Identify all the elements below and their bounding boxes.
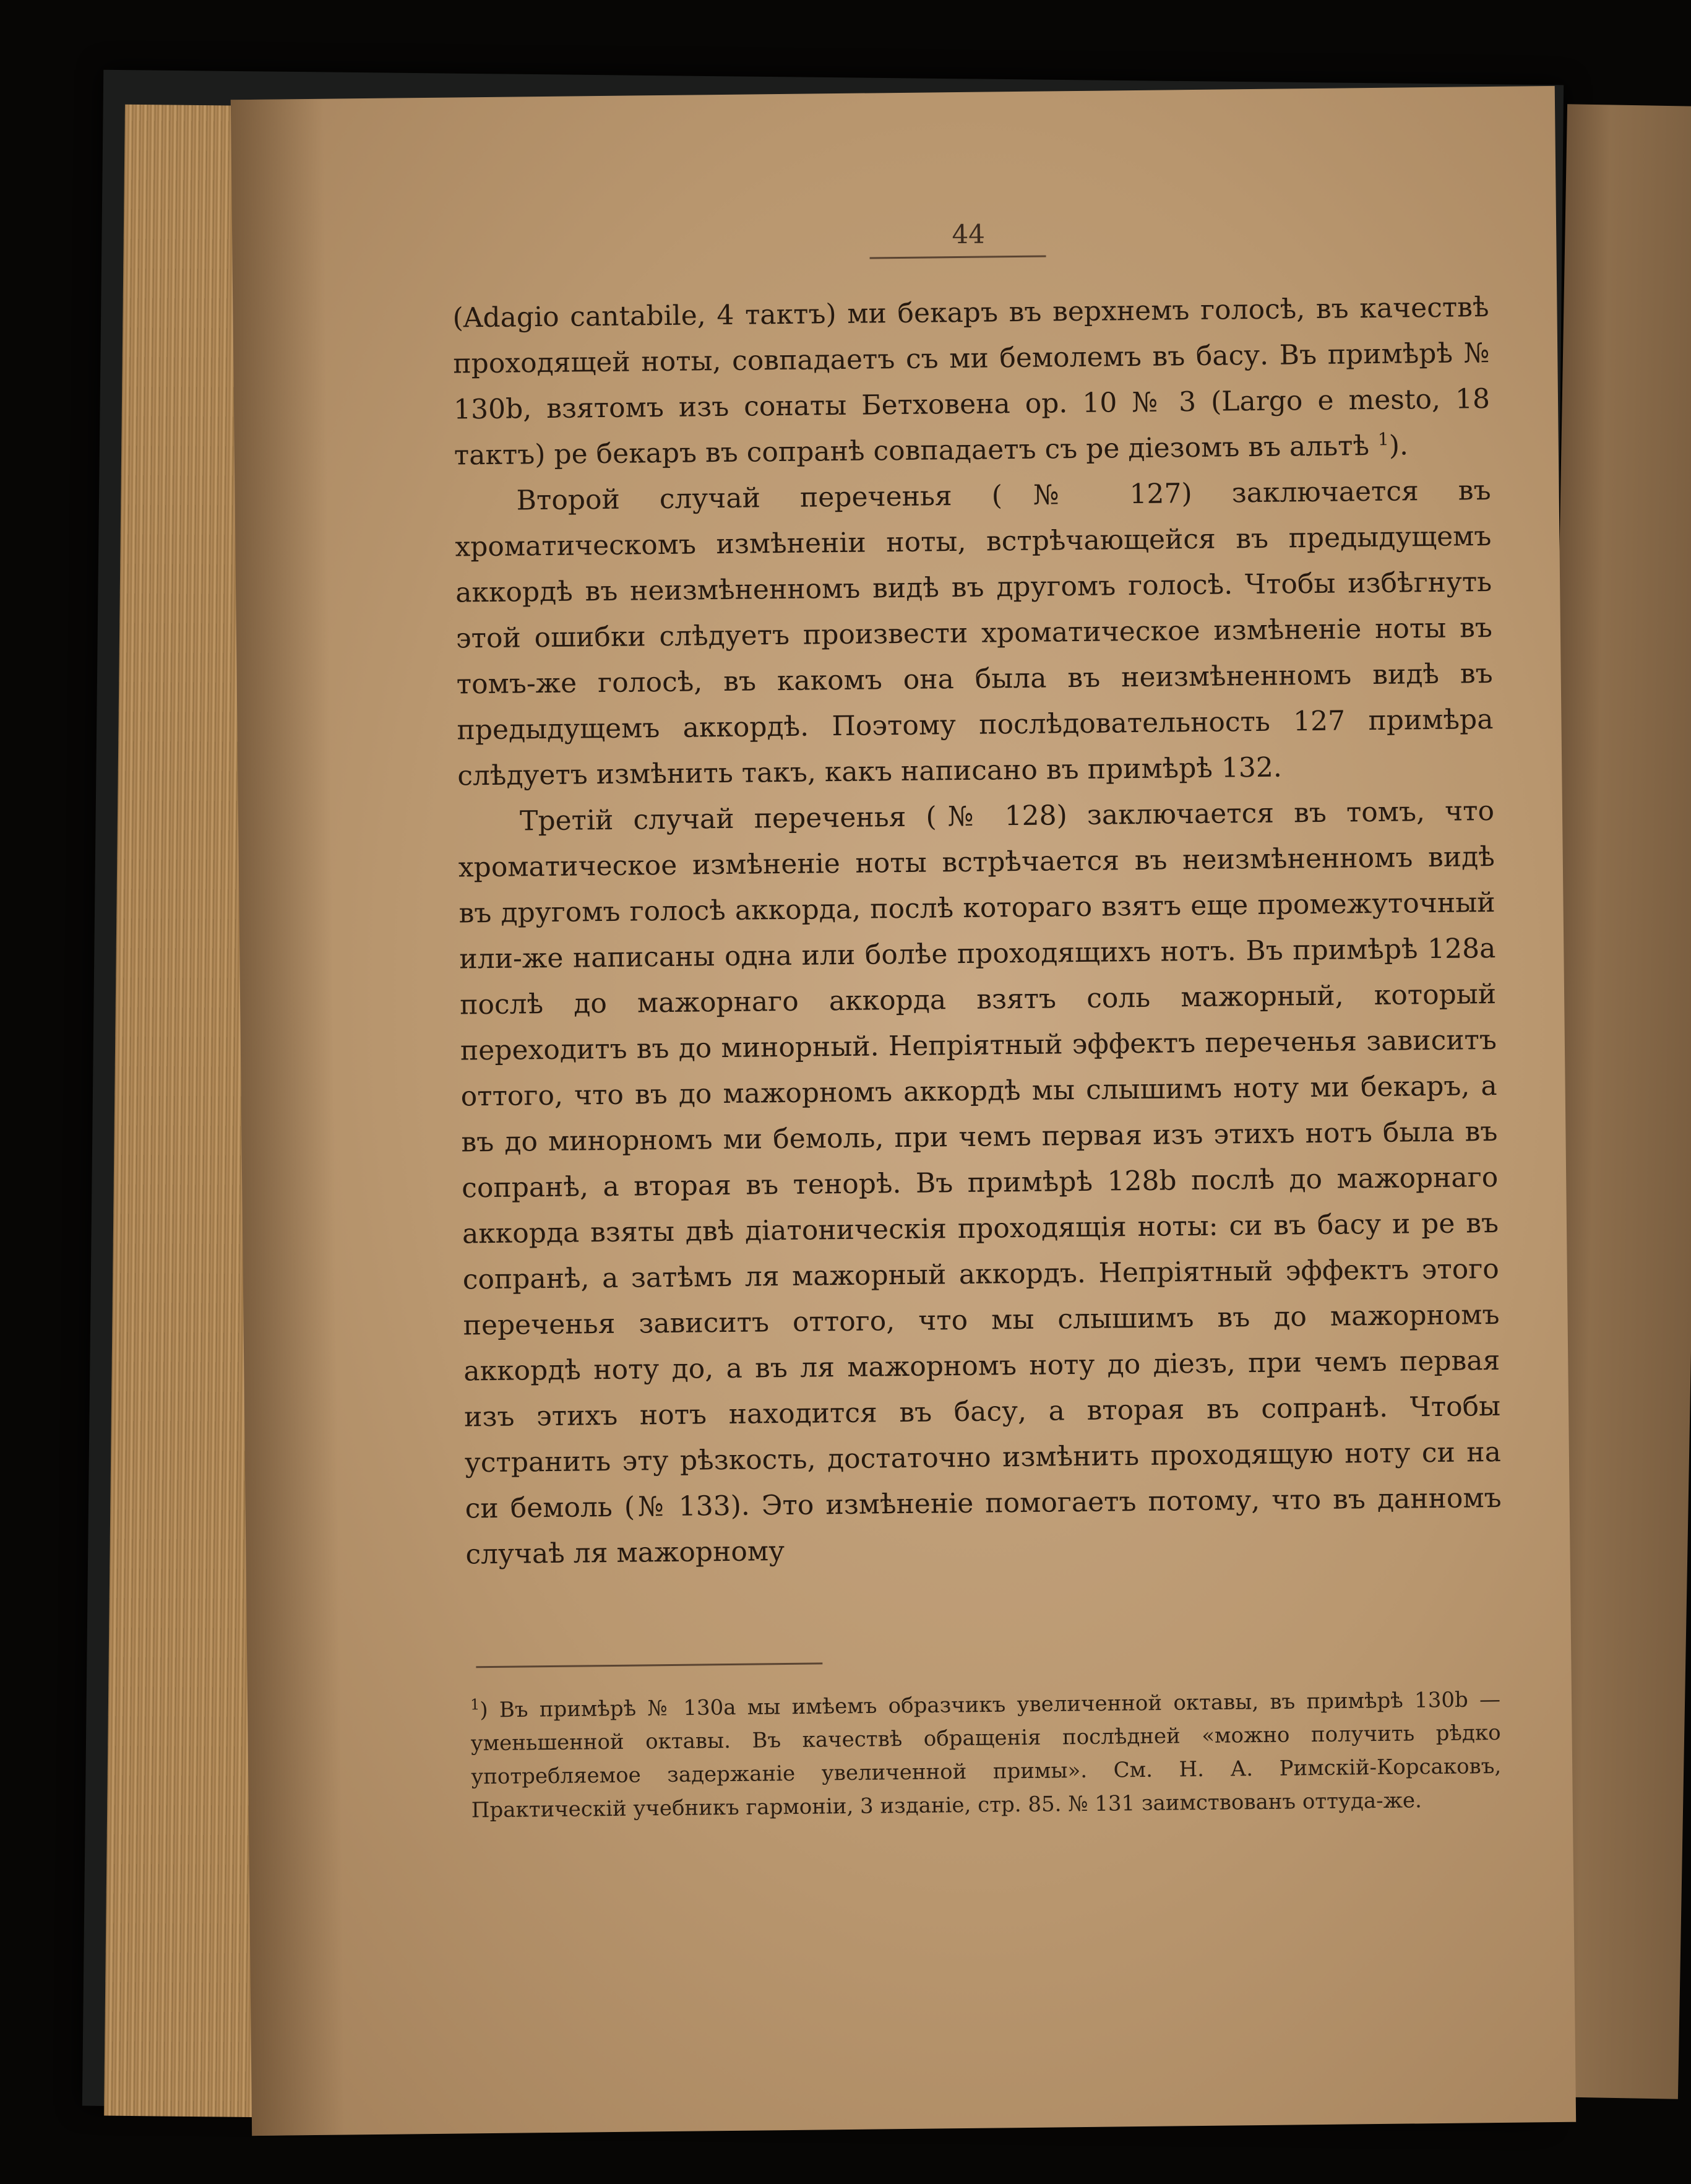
page-number: 44 — [952, 218, 986, 250]
body-text — [452, 285, 1502, 1578]
footnote-reference: 1 — [1377, 429, 1389, 450]
page-number-rule — [870, 256, 1046, 259]
footnote-rule — [476, 1662, 822, 1668]
paragraph-1 — [452, 285, 1491, 479]
paragraph-3: Третій случай переченья (№ 128) заключается въ томъ, что хроматическое измѣненіе ноты встрѣчается въ неизмѣненномъ видѣ въ другомъ голосѣ аккорда, послѣ котораго взятъ еще промежуточный или-же написаны одна или болѣе проходящихъ нотъ. Въ примѣрѣ 128a послѣ до мажорнаго аккорда взятъ соль мажорный, который переходитъ въ до минорный. Непріятный эффектъ переченья зависитъ оттого, что въ до мажорномъ аккордѣ мы слышимъ ноту ми бекаръ, а въ до минорномъ ми бемоль, при чемъ первая изъ этихъ нотъ была въ сопранѣ, а вторая въ тенорѣ. Въ примѣрѣ 128b послѣ до мажорнаго аккорда взяты двѣ діатоническія проходящія ноты: си въ басу и ре въ сопранѣ, а затѣмъ ля мажорный аккордъ. Непріятный эффектъ этого переченья зависитъ оттого, что мы слышимъ въ до мажорномъ аккордѣ ноту до, а въ ля мажорномъ ноту до діезъ, при чемъ первая изъ этихъ нотъ находится въ басу, а вторая въ сопранѣ. Чтобы устранить эту рѣзкость, достаточно измѣнить проходящую ноту си на си бемоль (№ 133). Это измѣненіе помогаетъ потому, что въ данномъ случаѣ ля мажорному — [458, 795, 1502, 1571]
paragraph-1-end: ). — [1388, 429, 1409, 462]
footnote-marker: 1 — [470, 1696, 480, 1714]
footnote-text: ) Въ примѣрѣ № 130a мы имѣемъ образчикъ увеличенной октавы, въ примѣрѣ 130b — уменьшенной октавы. Въ качествѣ обращенія послѣдней «можно получить рѣдко употребляемое задержаніе увеличенной примы». См. Н. А. Римскій-Корсаковъ, Практическій учебникъ гармоніи, 3 изданіе, стр. 85. № 131 заимствованъ оттуда-же. — [470, 1687, 1502, 1823]
footnote — [470, 1677, 1502, 1828]
paragraph-1-text: (Adagio cantabile, 4 тактъ) ми бекаръ въ верхнемъ голосѣ, въ качествѣ проходящей ноты, совпадаетъ съ ми бемолемъ въ басу. Въ примѣрѣ № 130b, взятомъ изъ сонаты Бетховена ор. 10 № 3 (Largo e mesto, 18 тактъ) ре бекаръ въ сопранѣ совпадаетъ съ ре діезомъ въ альтѣ — [452, 291, 1491, 472]
book-page — [231, 86, 1576, 2136]
paragraph-2: Второй случай переченья (№ 127) заключается въ хроматическомъ измѣненіи ноты, встрѣчающейся въ предыдущемъ аккордѣ въ неизмѣненномъ видѣ въ другомъ голосѣ. Чтобы избѣгнуть этой ошибки слѣдуетъ произвести хроматическое измѣненіе ноты въ томъ-же голосѣ, въ какомъ она была въ неизмѣненномъ видѣ въ предыдущемъ аккордѣ. Поэтому послѣдовательность 127 примѣра слѣдуетъ измѣнить такъ, какъ написано въ примѣрѣ 132. — [455, 475, 1494, 792]
